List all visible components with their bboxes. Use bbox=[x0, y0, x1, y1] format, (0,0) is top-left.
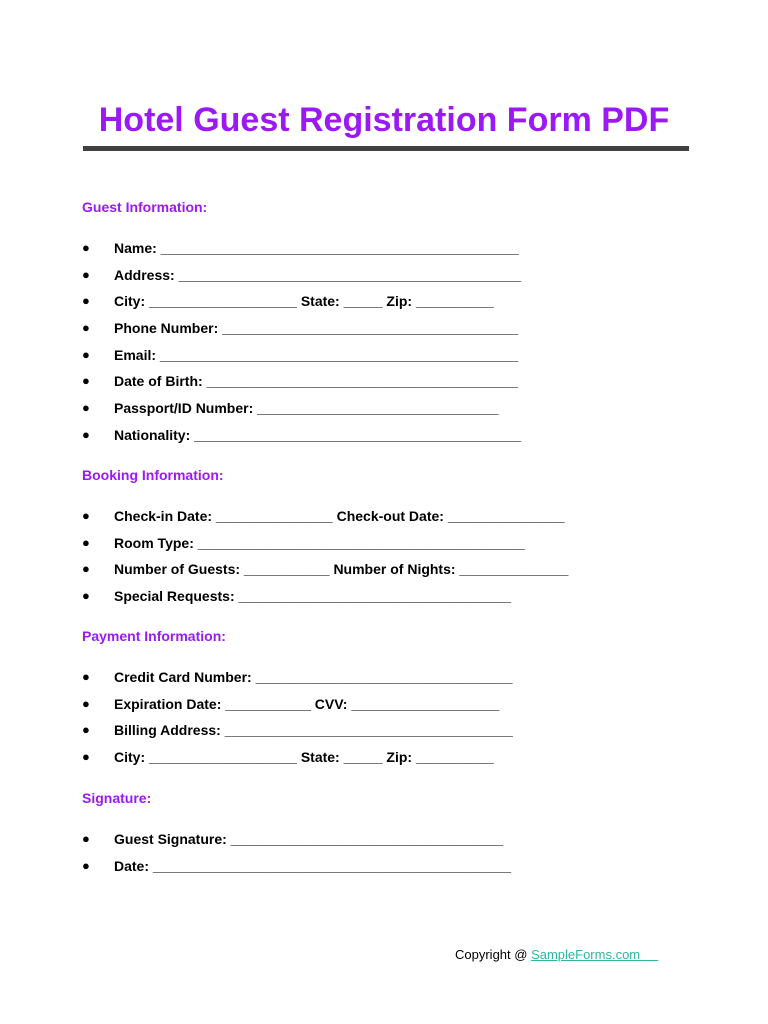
field-signature-date[interactable] bbox=[82, 857, 702, 884]
field-name[interactable] bbox=[82, 239, 702, 266]
field-billing-city-state-zip[interactable] bbox=[82, 748, 702, 775]
field-expiration-cvv[interactable] bbox=[82, 695, 702, 722]
field-label: Room Type: __________________________________________ bbox=[114, 534, 525, 551]
booking-information-section bbox=[82, 466, 702, 614]
field-label: Name: ______________________________________________ bbox=[114, 240, 519, 256]
bullet-icon: ● bbox=[82, 346, 90, 362]
section-heading-payment: Payment Information: bbox=[82, 628, 226, 644]
field-label: Expiration Date: ___________ CVV: ___________________ bbox=[114, 695, 500, 712]
field-label: Nationality: __________________________________________ bbox=[114, 426, 522, 443]
bullet-icon: ● bbox=[82, 857, 90, 873]
section-heading-signature: Signature: bbox=[82, 790, 152, 806]
bullet-icon: ● bbox=[82, 320, 90, 336]
bullet-icon: ● bbox=[82, 373, 90, 389]
bullet-icon: ● bbox=[82, 695, 90, 711]
bullet-icon: ● bbox=[82, 426, 90, 442]
link-underline-trail bbox=[640, 947, 658, 962]
field-check-in-check-out[interactable] bbox=[82, 507, 702, 534]
field-label: Date: ______________________________________________ bbox=[114, 857, 512, 874]
bullet-icon: ● bbox=[82, 293, 90, 309]
field-city-state-zip[interactable] bbox=[82, 292, 702, 319]
payment-information-section bbox=[82, 627, 702, 775]
field-guest-signature[interactable] bbox=[82, 830, 702, 857]
bullet-icon: ● bbox=[82, 266, 90, 282]
copyright-text: Copyright @ bbox=[455, 947, 532, 962]
field-label: City: ___________________ State: _____ Zip: __________ bbox=[114, 293, 494, 310]
field-label: Phone Number: ______________________________________ bbox=[114, 320, 518, 337]
bullet-icon: ● bbox=[82, 669, 90, 684]
field-label: City: ___________________ State: _____ Zip: __________ bbox=[114, 749, 494, 766]
field-credit-card-number[interactable] bbox=[82, 668, 702, 695]
bullet-icon: ● bbox=[82, 400, 90, 416]
bullet-icon: ● bbox=[82, 240, 90, 255]
bullet-icon: ● bbox=[82, 561, 90, 577]
title-divider bbox=[83, 146, 689, 151]
field-phone-number[interactable] bbox=[82, 319, 702, 346]
field-label: Passport/ID Number: _______________________________ bbox=[114, 400, 499, 417]
copyright-footer bbox=[455, 946, 658, 964]
signature-section bbox=[82, 789, 702, 883]
field-label: Credit Card Number: _________________________________ bbox=[114, 669, 513, 685]
bullet-icon: ● bbox=[82, 534, 90, 550]
field-label: Check-in Date: _______________ Check-out Date: _______________ bbox=[114, 508, 565, 524]
field-label: Billing Address: _____________________________________ bbox=[114, 722, 513, 739]
field-label: Date of Birth: ________________________________________ bbox=[114, 373, 518, 390]
field-passport-id-number[interactable] bbox=[82, 399, 702, 426]
field-nationality[interactable] bbox=[82, 426, 702, 453]
field-guests-nights[interactable] bbox=[82, 560, 702, 587]
sampleforms-link[interactable] bbox=[531, 947, 658, 962]
bullet-icon: ● bbox=[82, 508, 90, 523]
field-room-type[interactable] bbox=[82, 534, 702, 561]
guest-information-section bbox=[82, 198, 702, 453]
field-address[interactable] bbox=[82, 266, 702, 293]
field-label: Guest Signature: ___________________________________ bbox=[114, 831, 504, 847]
field-label: Number of Guests: ___________ Number of Nights: ______________ bbox=[114, 561, 569, 578]
bullet-icon: ● bbox=[82, 588, 90, 604]
field-label: Address: ____________________________________________ bbox=[114, 266, 522, 283]
section-heading-booking: Booking Information: bbox=[82, 467, 224, 483]
page-title: Hotel Guest Registration Form PDF bbox=[98, 101, 670, 139]
sampleforms-link-text: SampleForms.com bbox=[531, 947, 641, 962]
field-email[interactable] bbox=[82, 346, 702, 373]
field-special-requests[interactable] bbox=[82, 587, 702, 614]
field-label: Special Requests: ___________________________________ bbox=[114, 588, 512, 605]
section-heading-guest: Guest Information: bbox=[82, 199, 208, 215]
field-label: Email: ______________________________________________ bbox=[114, 346, 519, 363]
bullet-icon: ● bbox=[82, 749, 90, 765]
field-date-of-birth[interactable] bbox=[82, 372, 702, 399]
bullet-icon: ● bbox=[82, 831, 90, 846]
bullet-icon: ● bbox=[82, 722, 90, 738]
field-billing-address[interactable] bbox=[82, 721, 702, 748]
